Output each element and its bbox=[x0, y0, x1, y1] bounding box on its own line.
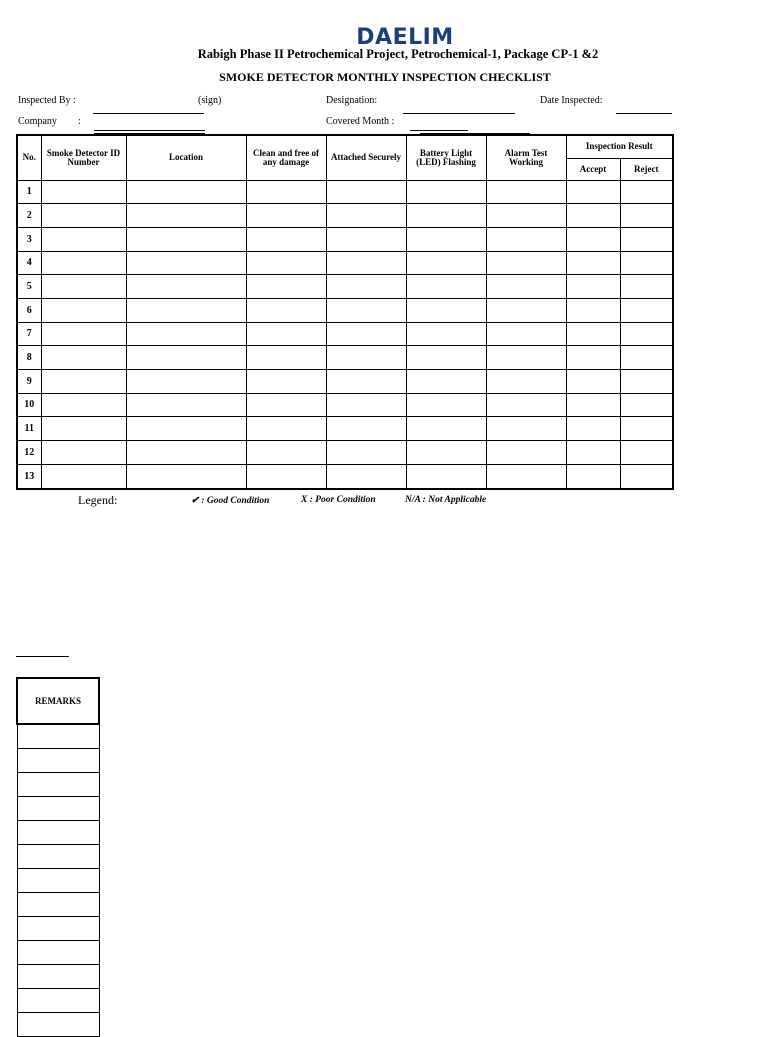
row-number: 9 bbox=[17, 369, 41, 393]
header-accept: Accept bbox=[566, 158, 620, 180]
alarm-cell[interactable] bbox=[486, 464, 566, 489]
row-number: 12 bbox=[17, 440, 41, 464]
remarks-cell[interactable] bbox=[17, 773, 99, 797]
alarm-cell[interactable] bbox=[486, 251, 566, 275]
battery-cell[interactable] bbox=[406, 393, 486, 417]
clean-cell[interactable] bbox=[246, 322, 326, 346]
row-number: 2 bbox=[17, 204, 41, 228]
legend-poor: X : Poor Condition bbox=[301, 495, 376, 505]
header-battery bbox=[406, 135, 486, 180]
alarm-cell[interactable] bbox=[486, 369, 566, 393]
location-cell[interactable] bbox=[126, 180, 246, 204]
row-number: 13 bbox=[17, 464, 41, 489]
table-row bbox=[17, 251, 673, 275]
alarm-cell[interactable] bbox=[486, 440, 566, 464]
battery-cell[interactable] bbox=[406, 464, 486, 489]
attached-cell[interactable] bbox=[326, 251, 406, 275]
table-row bbox=[17, 322, 673, 346]
clean-cell[interactable] bbox=[246, 251, 326, 275]
alarm-cell[interactable] bbox=[486, 298, 566, 322]
remarks-cell[interactable] bbox=[17, 845, 99, 869]
location-cell[interactable] bbox=[126, 393, 246, 417]
attached-cell[interactable] bbox=[326, 417, 406, 441]
header-reject: Reject bbox=[620, 158, 673, 180]
covered-month-label: Covered Month : bbox=[326, 116, 395, 127]
accept-cell[interactable] bbox=[566, 298, 620, 322]
remarks-cell[interactable] bbox=[17, 941, 99, 965]
table-row bbox=[17, 227, 673, 251]
attached-cell[interactable] bbox=[326, 440, 406, 464]
remarks-row bbox=[17, 893, 99, 917]
company-logo: DAELIM bbox=[356, 25, 454, 50]
legend-label: Legend: bbox=[78, 493, 118, 507]
header-alarm-line2: Working bbox=[508, 156, 543, 167]
header-detector-id-line1: Smoke Detector ID bbox=[46, 147, 121, 158]
alarm-cell[interactable] bbox=[486, 227, 566, 251]
clean-cell[interactable] bbox=[246, 369, 326, 393]
reject-cell[interactable] bbox=[620, 275, 673, 299]
location-cell[interactable] bbox=[126, 369, 246, 393]
accept-cell[interactable] bbox=[566, 393, 620, 417]
attached-cell[interactable] bbox=[326, 204, 406, 228]
designation-label: Designation: bbox=[326, 95, 378, 106]
remarks-cell[interactable] bbox=[17, 989, 99, 1013]
remarks-row bbox=[17, 724, 99, 749]
location-cell[interactable] bbox=[126, 322, 246, 346]
attached-cell[interactable] bbox=[326, 275, 406, 299]
header-inspection-result: Inspection Result bbox=[566, 135, 673, 158]
reject-cell[interactable] bbox=[620, 204, 673, 228]
remarks-cell[interactable] bbox=[17, 869, 99, 893]
detector-id-cell[interactable] bbox=[41, 180, 126, 204]
accept-cell[interactable] bbox=[566, 440, 620, 464]
separator-line bbox=[16, 656, 69, 657]
battery-cell[interactable] bbox=[406, 227, 486, 251]
location-cell[interactable] bbox=[126, 275, 246, 299]
detector-id-cell[interactable] bbox=[41, 204, 126, 228]
remarks-row bbox=[17, 797, 99, 821]
attached-cell[interactable] bbox=[326, 369, 406, 393]
remarks-row bbox=[17, 917, 99, 941]
location-cell[interactable] bbox=[126, 227, 246, 251]
battery-cell[interactable] bbox=[406, 275, 486, 299]
location-cell[interactable] bbox=[126, 464, 246, 489]
date-inspected-label: Date Inspected: bbox=[540, 95, 603, 106]
battery-cell[interactable] bbox=[406, 440, 486, 464]
alarm-cell[interactable] bbox=[486, 417, 566, 441]
battery-cell[interactable] bbox=[406, 180, 486, 204]
document-title: SMOKE DETECTOR MONTHLY INSPECTION CHECKLIST bbox=[219, 70, 551, 84]
clean-cell[interactable] bbox=[246, 204, 326, 228]
clean-cell[interactable] bbox=[246, 298, 326, 322]
remarks-cell[interactable] bbox=[17, 724, 99, 749]
location-cell[interactable] bbox=[126, 251, 246, 275]
row-number: 5 bbox=[17, 275, 41, 299]
reject-cell[interactable] bbox=[620, 440, 673, 464]
location-cell[interactable] bbox=[126, 440, 246, 464]
reject-cell[interactable] bbox=[620, 369, 673, 393]
reject-cell[interactable] bbox=[620, 464, 673, 489]
detector-id-cell[interactable] bbox=[41, 298, 126, 322]
header-attached: Attached Securely bbox=[326, 135, 406, 180]
alarm-cell[interactable] bbox=[486, 275, 566, 299]
remarks-row bbox=[17, 845, 99, 869]
header-battery-line2: (LED) Flashing bbox=[416, 156, 476, 167]
inspected-by-label: Inspected By : bbox=[18, 95, 76, 106]
company-line[interactable] bbox=[94, 130, 205, 131]
location-cell[interactable] bbox=[126, 298, 246, 322]
alarm-cell[interactable] bbox=[486, 393, 566, 417]
location-cell[interactable] bbox=[126, 417, 246, 441]
battery-cell[interactable] bbox=[406, 369, 486, 393]
remarks-cell[interactable] bbox=[17, 821, 99, 845]
detector-id-cell[interactable] bbox=[41, 417, 126, 441]
accept-cell[interactable] bbox=[566, 369, 620, 393]
battery-cell[interactable] bbox=[406, 322, 486, 346]
remarks-row bbox=[17, 869, 99, 893]
battery-cell[interactable] bbox=[406, 204, 486, 228]
header-location: Location bbox=[126, 135, 246, 180]
remarks-cell[interactable] bbox=[17, 797, 99, 821]
detector-id-cell[interactable] bbox=[41, 322, 126, 346]
accept-cell[interactable] bbox=[566, 227, 620, 251]
date-inspected-line[interactable] bbox=[616, 113, 672, 114]
remarks-row bbox=[17, 749, 99, 773]
table-row bbox=[17, 275, 673, 299]
row-number: 11 bbox=[17, 417, 41, 441]
remarks-title: REMARKS bbox=[17, 678, 99, 724]
battery-cell[interactable] bbox=[406, 417, 486, 441]
inspection-table bbox=[16, 134, 674, 490]
row-number: 3 bbox=[17, 227, 41, 251]
table-row bbox=[17, 464, 673, 489]
alarm-cell[interactable] bbox=[486, 322, 566, 346]
battery-cell[interactable] bbox=[406, 346, 486, 370]
alarm-cell[interactable] bbox=[486, 346, 566, 370]
detector-id-cell[interactable] bbox=[41, 464, 126, 489]
clean-cell[interactable] bbox=[246, 275, 326, 299]
attached-cell[interactable] bbox=[326, 298, 406, 322]
header-detector-id bbox=[41, 135, 126, 180]
row-number: 7 bbox=[17, 322, 41, 346]
attached-cell[interactable] bbox=[326, 180, 406, 204]
remarks-table bbox=[16, 677, 100, 1037]
clean-cell[interactable] bbox=[246, 417, 326, 441]
remarks-cell[interactable] bbox=[17, 749, 99, 773]
clean-cell[interactable] bbox=[246, 180, 326, 204]
detector-id-cell[interactable] bbox=[41, 440, 126, 464]
row-number: 4 bbox=[17, 251, 41, 275]
legend-na: N/A : Not Applicable bbox=[405, 495, 487, 505]
clean-cell[interactable] bbox=[246, 227, 326, 251]
clean-cell[interactable] bbox=[246, 440, 326, 464]
remarks-row bbox=[17, 989, 99, 1013]
table-row bbox=[17, 440, 673, 464]
reject-cell[interactable] bbox=[620, 417, 673, 441]
reject-cell[interactable] bbox=[620, 322, 673, 346]
remarks-cell[interactable] bbox=[17, 893, 99, 917]
clean-cell[interactable] bbox=[246, 346, 326, 370]
row-number: 6 bbox=[17, 298, 41, 322]
accept-cell[interactable] bbox=[566, 204, 620, 228]
reject-cell[interactable] bbox=[620, 227, 673, 251]
remarks-row bbox=[17, 1013, 99, 1037]
attached-cell[interactable] bbox=[326, 346, 406, 370]
reject-cell[interactable] bbox=[620, 298, 673, 322]
row-number: 1 bbox=[17, 180, 41, 204]
remarks-cell[interactable] bbox=[17, 1013, 99, 1037]
accept-cell[interactable] bbox=[566, 275, 620, 299]
clean-cell[interactable] bbox=[246, 464, 326, 489]
battery-cell[interactable] bbox=[406, 298, 486, 322]
table-row bbox=[17, 298, 673, 322]
header-clean bbox=[246, 135, 326, 180]
table-row bbox=[17, 393, 673, 417]
attached-cell[interactable] bbox=[326, 322, 406, 346]
accept-cell[interactable] bbox=[566, 322, 620, 346]
covered-month-line[interactable] bbox=[410, 130, 468, 131]
header-clean-line1: Clean and free of bbox=[252, 147, 320, 158]
header-detector-id-line2: Number bbox=[67, 156, 100, 167]
table-row bbox=[17, 346, 673, 370]
attached-cell[interactable] bbox=[326, 227, 406, 251]
remarks-row bbox=[17, 941, 99, 965]
accept-cell[interactable] bbox=[566, 251, 620, 275]
accept-cell[interactable] bbox=[566, 417, 620, 441]
project-title: Rabigh Phase II Petrochemical Project, Petrochemical-1, Package CP-1 &2 bbox=[197, 47, 599, 61]
accept-cell[interactable] bbox=[566, 346, 620, 370]
table-row bbox=[17, 204, 673, 228]
header-battery-line1: Battery Light bbox=[419, 147, 473, 158]
header-alarm bbox=[486, 135, 566, 180]
detector-id-cell[interactable] bbox=[41, 346, 126, 370]
clean-cell[interactable] bbox=[246, 393, 326, 417]
remarks-cell[interactable] bbox=[17, 965, 99, 989]
company-colon: : bbox=[78, 116, 81, 127]
header-no: No. bbox=[17, 135, 41, 180]
remarks-row bbox=[17, 821, 99, 845]
company-label: Company bbox=[18, 116, 57, 127]
battery-cell[interactable] bbox=[406, 251, 486, 275]
reject-cell[interactable] bbox=[620, 346, 673, 370]
detector-id-cell[interactable] bbox=[41, 369, 126, 393]
row-number: 10 bbox=[17, 393, 41, 417]
sign-label: (sign) bbox=[198, 95, 222, 106]
accept-cell[interactable] bbox=[566, 180, 620, 204]
row-number: 8 bbox=[17, 346, 41, 370]
location-cell[interactable] bbox=[126, 204, 246, 228]
legend-good: ✔ : Good Condition bbox=[191, 496, 270, 506]
header-alarm-line1: Alarm Test bbox=[504, 147, 548, 158]
accept-cell[interactable] bbox=[566, 464, 620, 489]
table-row bbox=[17, 369, 673, 393]
reject-cell[interactable] bbox=[620, 251, 673, 275]
alarm-cell[interactable] bbox=[486, 204, 566, 228]
inspected-by-line[interactable] bbox=[93, 113, 204, 114]
detector-id-cell[interactable] bbox=[41, 251, 126, 275]
attached-cell[interactable] bbox=[326, 464, 406, 489]
reject-cell[interactable] bbox=[620, 393, 673, 417]
detector-id-cell[interactable] bbox=[41, 227, 126, 251]
alarm-cell[interactable] bbox=[486, 180, 566, 204]
designation-line[interactable] bbox=[403, 113, 515, 114]
attached-cell[interactable] bbox=[326, 393, 406, 417]
table-row bbox=[17, 417, 673, 441]
remarks-row bbox=[17, 965, 99, 989]
remarks-row bbox=[17, 773, 99, 797]
table-row bbox=[17, 180, 673, 204]
detector-id-cell[interactable] bbox=[41, 393, 126, 417]
location-cell[interactable] bbox=[126, 346, 246, 370]
remarks-cell[interactable] bbox=[17, 917, 99, 941]
reject-cell[interactable] bbox=[620, 180, 673, 204]
header-clean-line2: any damage bbox=[262, 156, 310, 167]
detector-id-cell[interactable] bbox=[41, 275, 126, 299]
